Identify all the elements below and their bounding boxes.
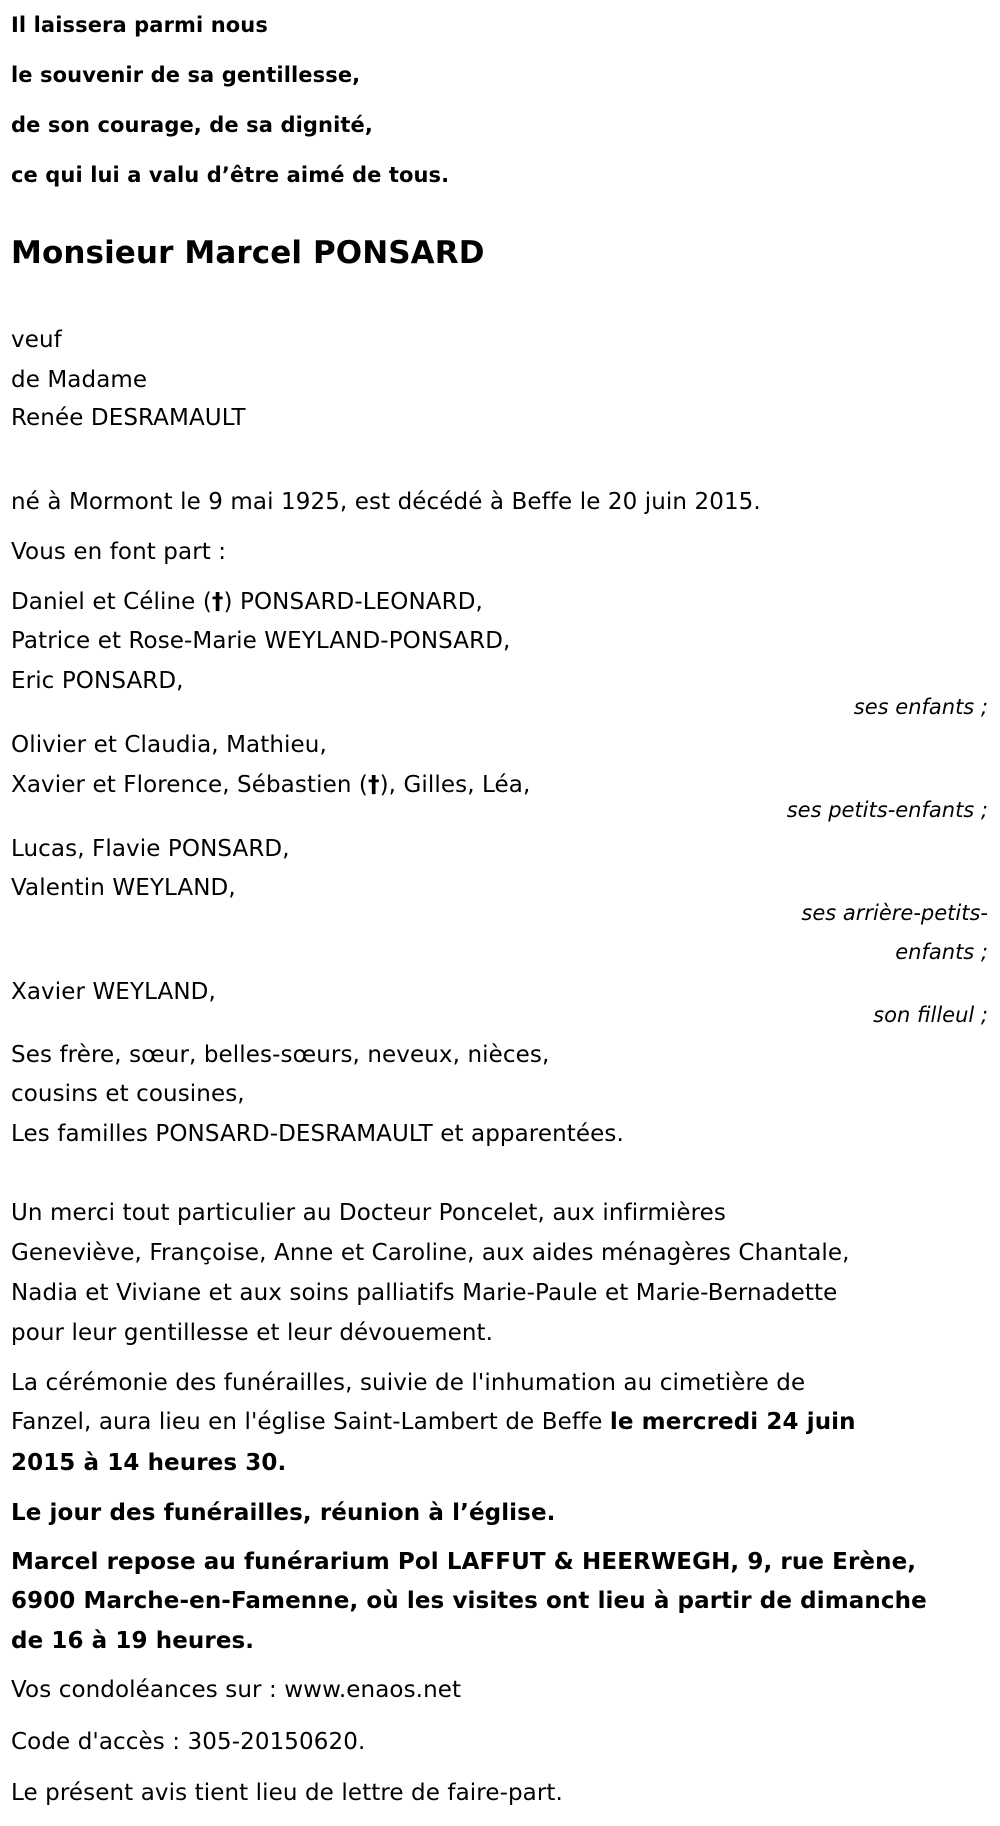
family-name-text: Daniel et Céline (: [11, 589, 212, 615]
deceased-name-title: Monsieur Marcel PONSARD: [11, 235, 485, 271]
family-line: Eric PONSARD,: [11, 668, 184, 694]
poem-line: Il laissera parmi nous: [11, 13, 268, 37]
thanks-line: Geneviève, Françoise, Anne et Caroline, aux aides ménagères Chantale,: [11, 1240, 850, 1266]
spouse-line: veuf: [11, 327, 62, 353]
funerarium-line: Marcel repose au funérarium Pol LAFFUT & HEERWEGH, 9, rue Erène,: [11, 1549, 917, 1575]
family-line: [11, 588, 483, 616]
closing-text: Le présent avis tient lieu de lettre de faire-part.: [11, 1780, 563, 1806]
funerarium-line: 6900 Marche-en-Famenne, où les visites ont lieu à partir de dimanche: [11, 1588, 927, 1614]
relation-caption-great-grandchildren: ses arrière-petits-: [801, 901, 988, 925]
poem-line: le souvenir de sa gentillesse,: [11, 63, 361, 87]
thanks-line: pour leur gentillesse et leur dévouement.: [11, 1320, 494, 1346]
birth-death-text: né à Mormont le 9 mai 1925, est décédé à Beffe le 20 juin 2015.: [11, 489, 761, 515]
family-line: Xavier WEYLAND,: [11, 979, 216, 1005]
cross-icon: †: [367, 772, 380, 798]
relation-caption-grandchildren: ses petits-enfants ;: [786, 798, 988, 822]
relation-caption-godson: son filleul ;: [873, 1003, 988, 1027]
poem-line: ce qui lui a valu d’être aimé de tous.: [11, 163, 450, 187]
spouse-line: de Madame: [11, 367, 148, 393]
thanks-line: Nadia et Viviane et aux soins palliatifs Marie-Paule et Marie-Bernadette: [11, 1280, 838, 1306]
family-line: cousins et cousines,: [11, 1081, 245, 1107]
family-line: Ses frère, sœur, belles-sœurs, neveux, nièces,: [11, 1042, 550, 1068]
ceremony-date-text: 2015 à 14 heures 30.: [11, 1450, 287, 1476]
funerarium-line: de 16 à 19 heures.: [11, 1628, 255, 1654]
poem-line: de son courage, de sa dignité,: [11, 113, 373, 137]
family-line: Patrice et Rose-Marie WEYLAND-PONSARD,: [11, 628, 511, 654]
family-line: Les familles PONSARD-DESRAMAULT et apparentées.: [11, 1121, 624, 1147]
family-line: Lucas, Flavie PONSARD,: [11, 836, 290, 862]
condolences-text: Vos condoléances sur : www.enaos.net: [11, 1677, 462, 1703]
announce-text: Vous en font part :: [11, 539, 227, 565]
spouse-line: Renée DESRAMAULT: [11, 405, 246, 431]
ceremony-text: Fanzel, aura lieu en l'église Saint-Lambert de Beffe: [11, 1409, 610, 1435]
thanks-line: Un merci tout particulier au Docteur Poncelet, aux infirmières: [11, 1200, 726, 1226]
family-name-text: Xavier et Florence, Sébastien (: [11, 772, 368, 798]
family-line: [11, 771, 530, 799]
ceremony-line: [11, 1408, 856, 1436]
access-code-text: Code d'accès : 305-20150620.: [11, 1729, 366, 1755]
ceremony-line: La cérémonie des funérailles, suivie de l'inhumation au cimetière de: [11, 1370, 806, 1396]
family-line: Olivier et Claudia, Mathieu,: [11, 732, 327, 758]
family-name-text: ), Gilles, Léa,: [379, 772, 531, 798]
ceremony-date-text: le mercredi 24 juin: [609, 1409, 856, 1435]
relation-caption-children: ses enfants ;: [853, 695, 988, 719]
meeting-text: Le jour des funérailles, réunion à l’église.: [11, 1500, 556, 1526]
family-name-text: ) PONSARD-LEONARD,: [223, 589, 483, 615]
cross-icon: †: [211, 589, 224, 615]
relation-caption-great-grandchildren: enfants ;: [895, 940, 988, 964]
family-line: Valentin WEYLAND,: [11, 875, 236, 901]
